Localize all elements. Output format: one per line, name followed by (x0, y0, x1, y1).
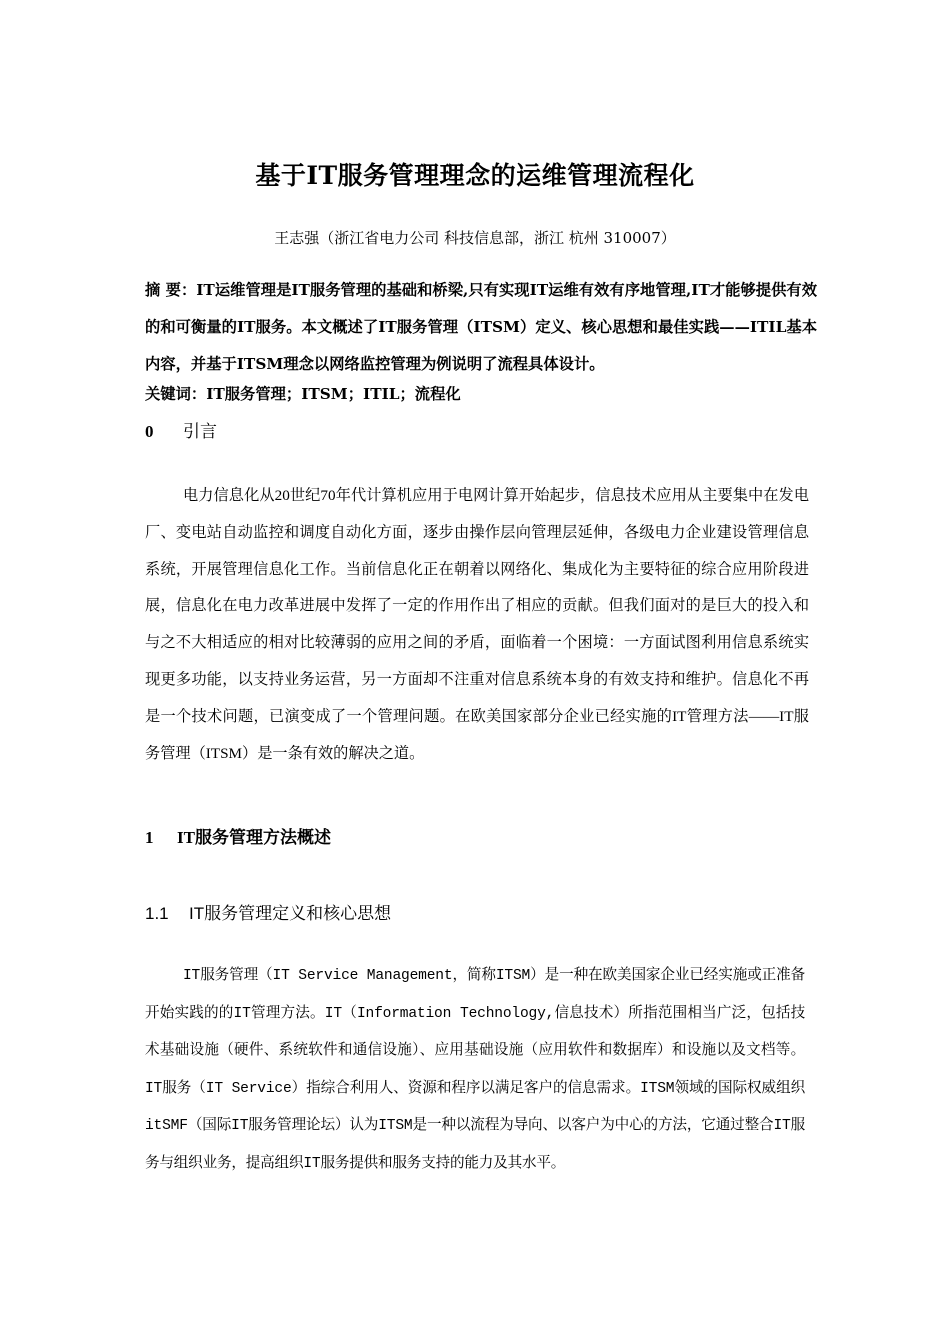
author-affiliation: 王志强（浙江省电力公司 科技信息部，浙江 杭州 310007） (274, 229, 676, 247)
section-0-number: 0 (145, 422, 154, 441)
section-0-heading (145, 417, 217, 442)
section-1-1-heading (145, 899, 391, 924)
section-1-1-paragraph: IT服务管理（IT Service Management，简称ITSM）是一种在欧美国家企业已经实施或正准备开始实践的的IT管理方法。IT（Information Technology,信息技术）所指范围相当广泛，包括技术基础设施（硬件、系统软件和通信设施）、应用基础设施（应用软件和数据库）和设施以及文档等。 IT服务（IT Service）指综合利用人、资源和程序以满足客户的信息需求。ITSM领域的国际权威组织itSMF（国际IT服务管理论坛）认为ITSM是一种以流程为导向、以客户为中心的方法，它通过整合IT服务与组织业务，提高组织IT服务提供和服务支持的能力及其水平。 (145, 968, 805, 1172)
keywords (145, 382, 461, 404)
section-0-title: 引言 (183, 422, 217, 442)
abstract-text: IT运维管理是IT服务管理的基础和桥梁,只有实现IT运维有效有序地管理,IT才能够提供有效的和可衡量的IT服务。本文概述了IT服务管理（ITSM）定义、核心思想和最佳实践——ITIL基本内容，并基于ITSM理念以网络监控管理为例说明了流程具体设计。 (145, 281, 818, 373)
section-1-1-number: 1.1 (145, 904, 169, 923)
abstract (145, 272, 817, 383)
paper-title: 基于IT服务管理理念的运维管理流程化 (255, 161, 695, 190)
keywords-label: 关键词： (145, 385, 207, 403)
abstract-label: 摘 要： (145, 281, 197, 299)
keywords-text: IT服务管理；ITSM；ITIL；流程化 (206, 385, 461, 403)
section-1-heading (145, 823, 331, 848)
section-1-1-title: IT服务管理定义和核心思想 (189, 904, 392, 923)
section-1-title: IT服务管理方法概述 (177, 828, 331, 847)
section-1-number: 1 (145, 828, 154, 847)
section-0-paragraph: 电力信息化从20世纪70年代计算机应用于电网计算开始起步，信息技术应用从主要集中在发电厂、变电站自动监控和调度自动化方面，逐步由操作层向管理层延伸，各级电力企业建设管理信息系统，开展管理信息化工作。当前信息化正在朝着以网络化、集成化为主要特征的综合应用阶段进展，信息化在电力改革进展中发挥了一定的作用作出了相应的贡献。但我们面对的是巨大的投入和与之不大相适应的相对比较薄弱的应用之间的矛盾，面临着一个困境：一方面试图利用信息系统实现更多功能，以支持业务运营，另一方面却不注重对信息系统本身的有效支持和维护。信息化不再是一个技术问题，已演变成了一个管理问题。在欧美国家部分企业已经实施的IT管理方法——IT服务管理（ITSM）是一条有效的解决之道。 (145, 487, 809, 762)
